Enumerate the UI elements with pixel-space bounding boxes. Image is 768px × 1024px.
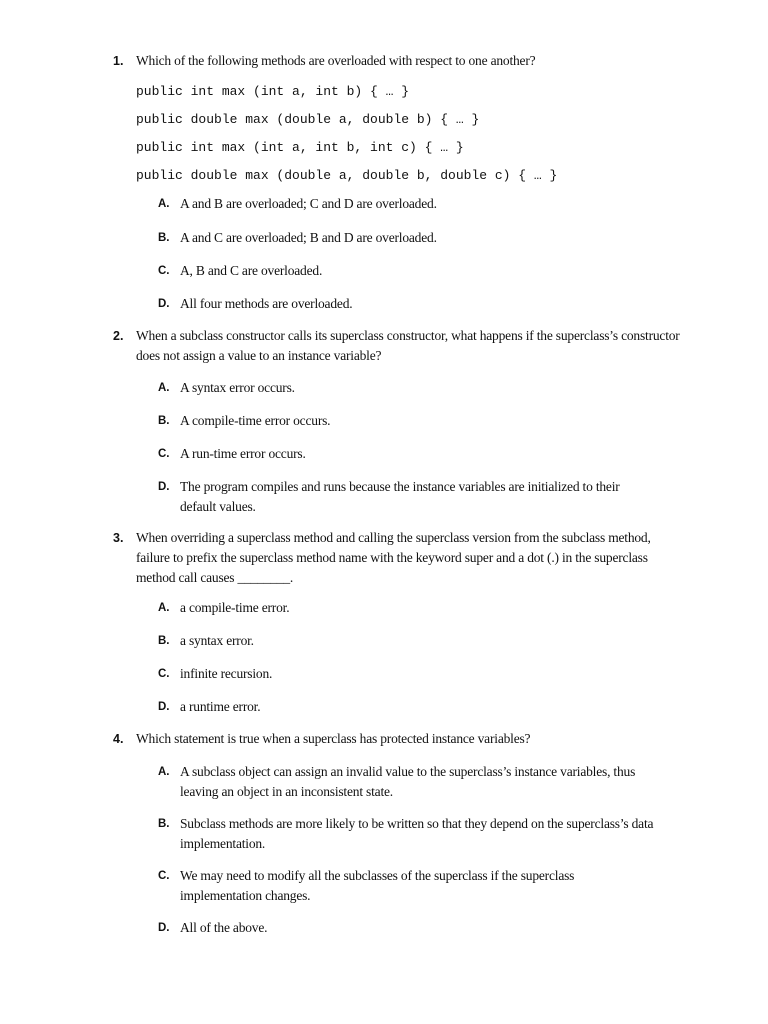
question-text: Which statement is true when a superclass has protected instance variables? [136, 731, 531, 746]
option-text: All four methods are overloaded. [180, 296, 353, 311]
option-letter: A. [158, 766, 170, 778]
option-text: Subclass methods are more likely to be written so that they depend on the superclass’s data implementation. [180, 816, 654, 851]
question-3 [113, 528, 673, 588]
option-letter: B. [158, 415, 170, 427]
option-text: infinite recursion. [180, 666, 273, 681]
q4-option-b [158, 814, 658, 854]
q1-option-b [158, 228, 678, 248]
option-letter: D. [158, 298, 170, 310]
option-text: A and C are overloaded; B and D are overloaded. [180, 230, 437, 245]
q1-option-a [158, 194, 678, 214]
code-line-b: public double max (double a, double b) { … } [136, 112, 480, 127]
option-letter: B. [158, 232, 170, 244]
question-number: 3. [113, 531, 124, 545]
q4-option-c [158, 866, 608, 906]
q2-option-b [158, 411, 678, 431]
option-letter: D. [158, 922, 170, 934]
q1-option-c [158, 261, 678, 281]
option-letter: D. [158, 481, 170, 493]
option-letter: A. [158, 198, 170, 210]
option-text: All of the above. [180, 920, 268, 935]
option-text: The program compiles and runs because the instance variables are initialized to their default values. [180, 479, 620, 514]
option-text: a runtime error. [180, 699, 261, 714]
option-letter: B. [158, 818, 170, 830]
option-letter: C. [158, 448, 170, 460]
code-line-c: public int max (int a, int b, int c) { … } [136, 140, 464, 155]
question-text: When overriding a superclass method and calling the superclass version from the subclass method, failure to prefix the superclass method name with the keyword super and a dot (.) in the superclass method call causes ________. [136, 530, 651, 585]
option-text: A compile-time error occurs. [180, 413, 331, 428]
q3-option-a [158, 598, 678, 618]
option-text: A run-time error occurs. [180, 446, 306, 461]
code-line-d: public double max (double a, double b, double c) { … } [136, 168, 558, 183]
q2-option-d [158, 477, 658, 517]
option-text: A syntax error occurs. [180, 380, 295, 395]
question-text: When a subclass constructor calls its superclass constructor, what happens if the superclass’s constructor does not assign a value to an instance variable? [136, 328, 680, 363]
question-1 [113, 51, 683, 71]
option-letter: C. [158, 265, 170, 277]
option-text: A, B and C are overloaded. [180, 263, 323, 278]
q3-option-b [158, 631, 678, 651]
option-letter: D. [158, 701, 170, 713]
option-letter: B. [158, 635, 170, 647]
code-line-a: public int max (int a, int b) { … } [136, 84, 410, 99]
q3-option-c [158, 664, 678, 684]
option-letter: C. [158, 870, 170, 882]
question-4 [113, 729, 683, 749]
option-text: We may need to modify all the subclasses of the superclass if the superclass implementation changes. [180, 868, 575, 903]
option-letter: C. [158, 668, 170, 680]
q2-option-a [158, 378, 678, 398]
q4-option-a [158, 762, 668, 802]
option-letter: A. [158, 382, 170, 394]
question-number: 4. [113, 732, 124, 746]
option-text: a compile-time error. [180, 600, 290, 615]
question-2 [113, 326, 683, 366]
option-text: A subclass object can assign an invalid value to the superclass’s instance variables, thus leaving an object in an inconsistent state. [180, 764, 636, 799]
option-letter: A. [158, 602, 170, 614]
question-number: 1. [113, 54, 124, 68]
q4-option-d [158, 918, 678, 938]
q2-option-c [158, 444, 678, 464]
option-text: A and B are overloaded; C and D are overloaded. [180, 196, 437, 211]
option-text: a syntax error. [180, 633, 254, 648]
q1-option-d [158, 294, 678, 314]
question-text: Which of the following methods are overloaded with respect to one another? [136, 53, 536, 68]
question-number: 2. [113, 329, 124, 343]
q3-option-d [158, 697, 678, 717]
